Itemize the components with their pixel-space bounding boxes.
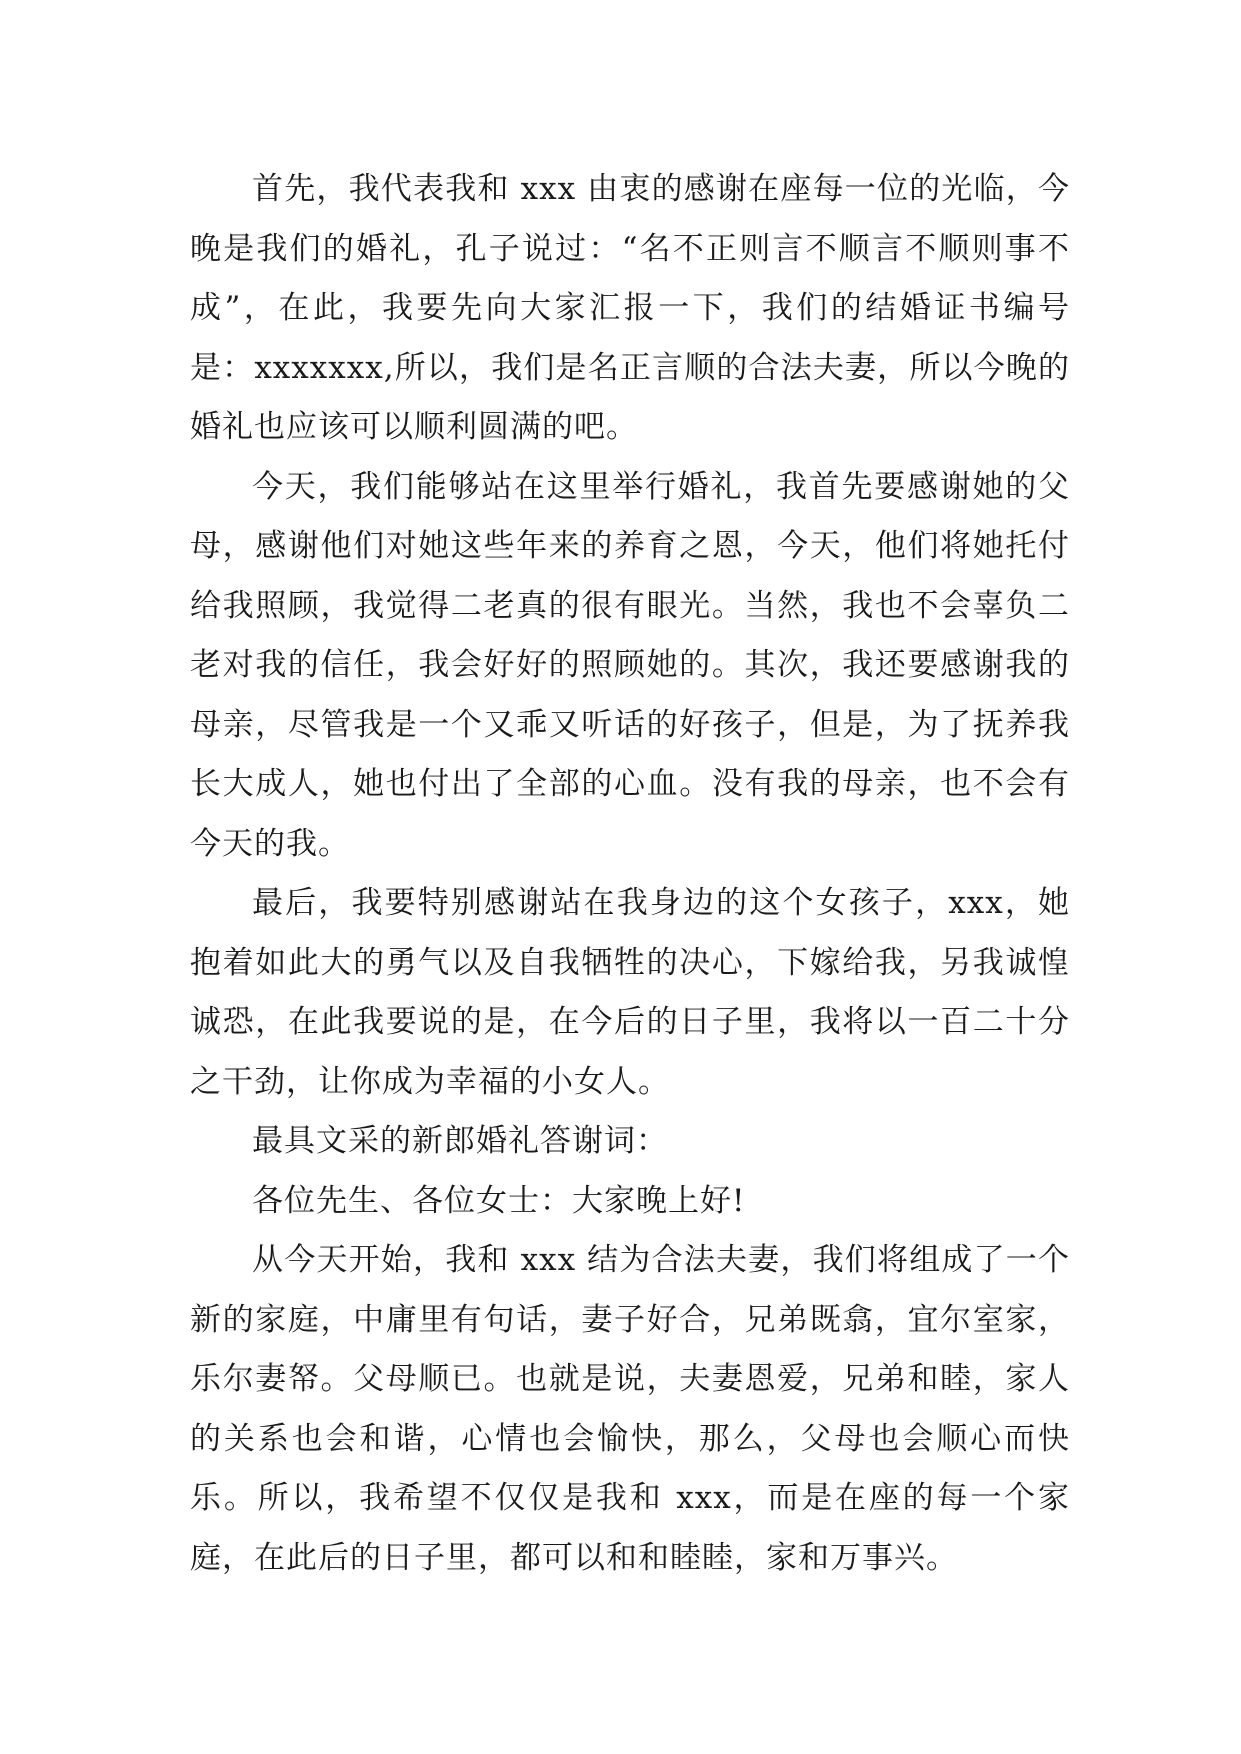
- paragraph-greeting: 各位先生、各位女士：大家晚上好!: [252, 1182, 746, 1219]
- document-body: [190, 160, 1070, 1588]
- paragraph-new-family: 从今天开始，我和 xxx 结为合法夫妻，我们将组成了一个新的家庭，中庸里有句话，妻子好合，兄弟既翕，宜尔室家，乐尔妻帑。父母顺已。也就是说，夫妻恩爱，兄弟和睦，家人的关系也会和谐，心情也会愉快，那么，父母也会顺心而快乐。所以，我希望不仅仅是我和 xxx，而是在座的每一个家庭，在此后的日子里，都可以和和睦睦，家和万事兴。: [190, 1242, 1070, 1576]
- section-heading: 最具文采的新郎婚礼答谢词：: [252, 1123, 668, 1159]
- paragraph-thanks-parents: 今天，我们能够站在这里举行婚礼，我首先要感谢她的父母，感谢他们对她这些年来的养育之恩，今天，他们将她托付给我照顾，我觉得二老真的很有眼光。当然，我也不会辜负二老对我的信任，我会好好的照顾她的。其次，我还要感谢我的母亲，尽管我是一个又乖又听话的好孩子，但是，为了抚养我长大成人，她也付出了全部的心血。没有我的母亲，也不会有今天的我。: [190, 468, 1070, 862]
- paragraph-thanks-bride: 最后，我要特别感谢站在我身边的这个女孩子，xxx，她抱着如此大的勇气以及自我牺牲的决心，下嫁给我，另我诚惶诚恐，在此我要说的是，在今后的日子里，我将以一百二十分之干劲，让你成为幸福的小女人。: [190, 885, 1070, 1100]
- paragraph-opening-thanks: 首先，我代表我和 xxx 由衷的感谢在座每一位的光临，今晚是我们的婚礼，孔子说过：“名不正则言不顺言不顺则事不成”，在此，我要先向大家汇报一下，我们的结婚证书编号是：xxxxxxx,所以，我们是名正言顺的合法夫妻，所以今晚的婚礼也应该可以顺利圆满的吧。: [190, 171, 1070, 445]
